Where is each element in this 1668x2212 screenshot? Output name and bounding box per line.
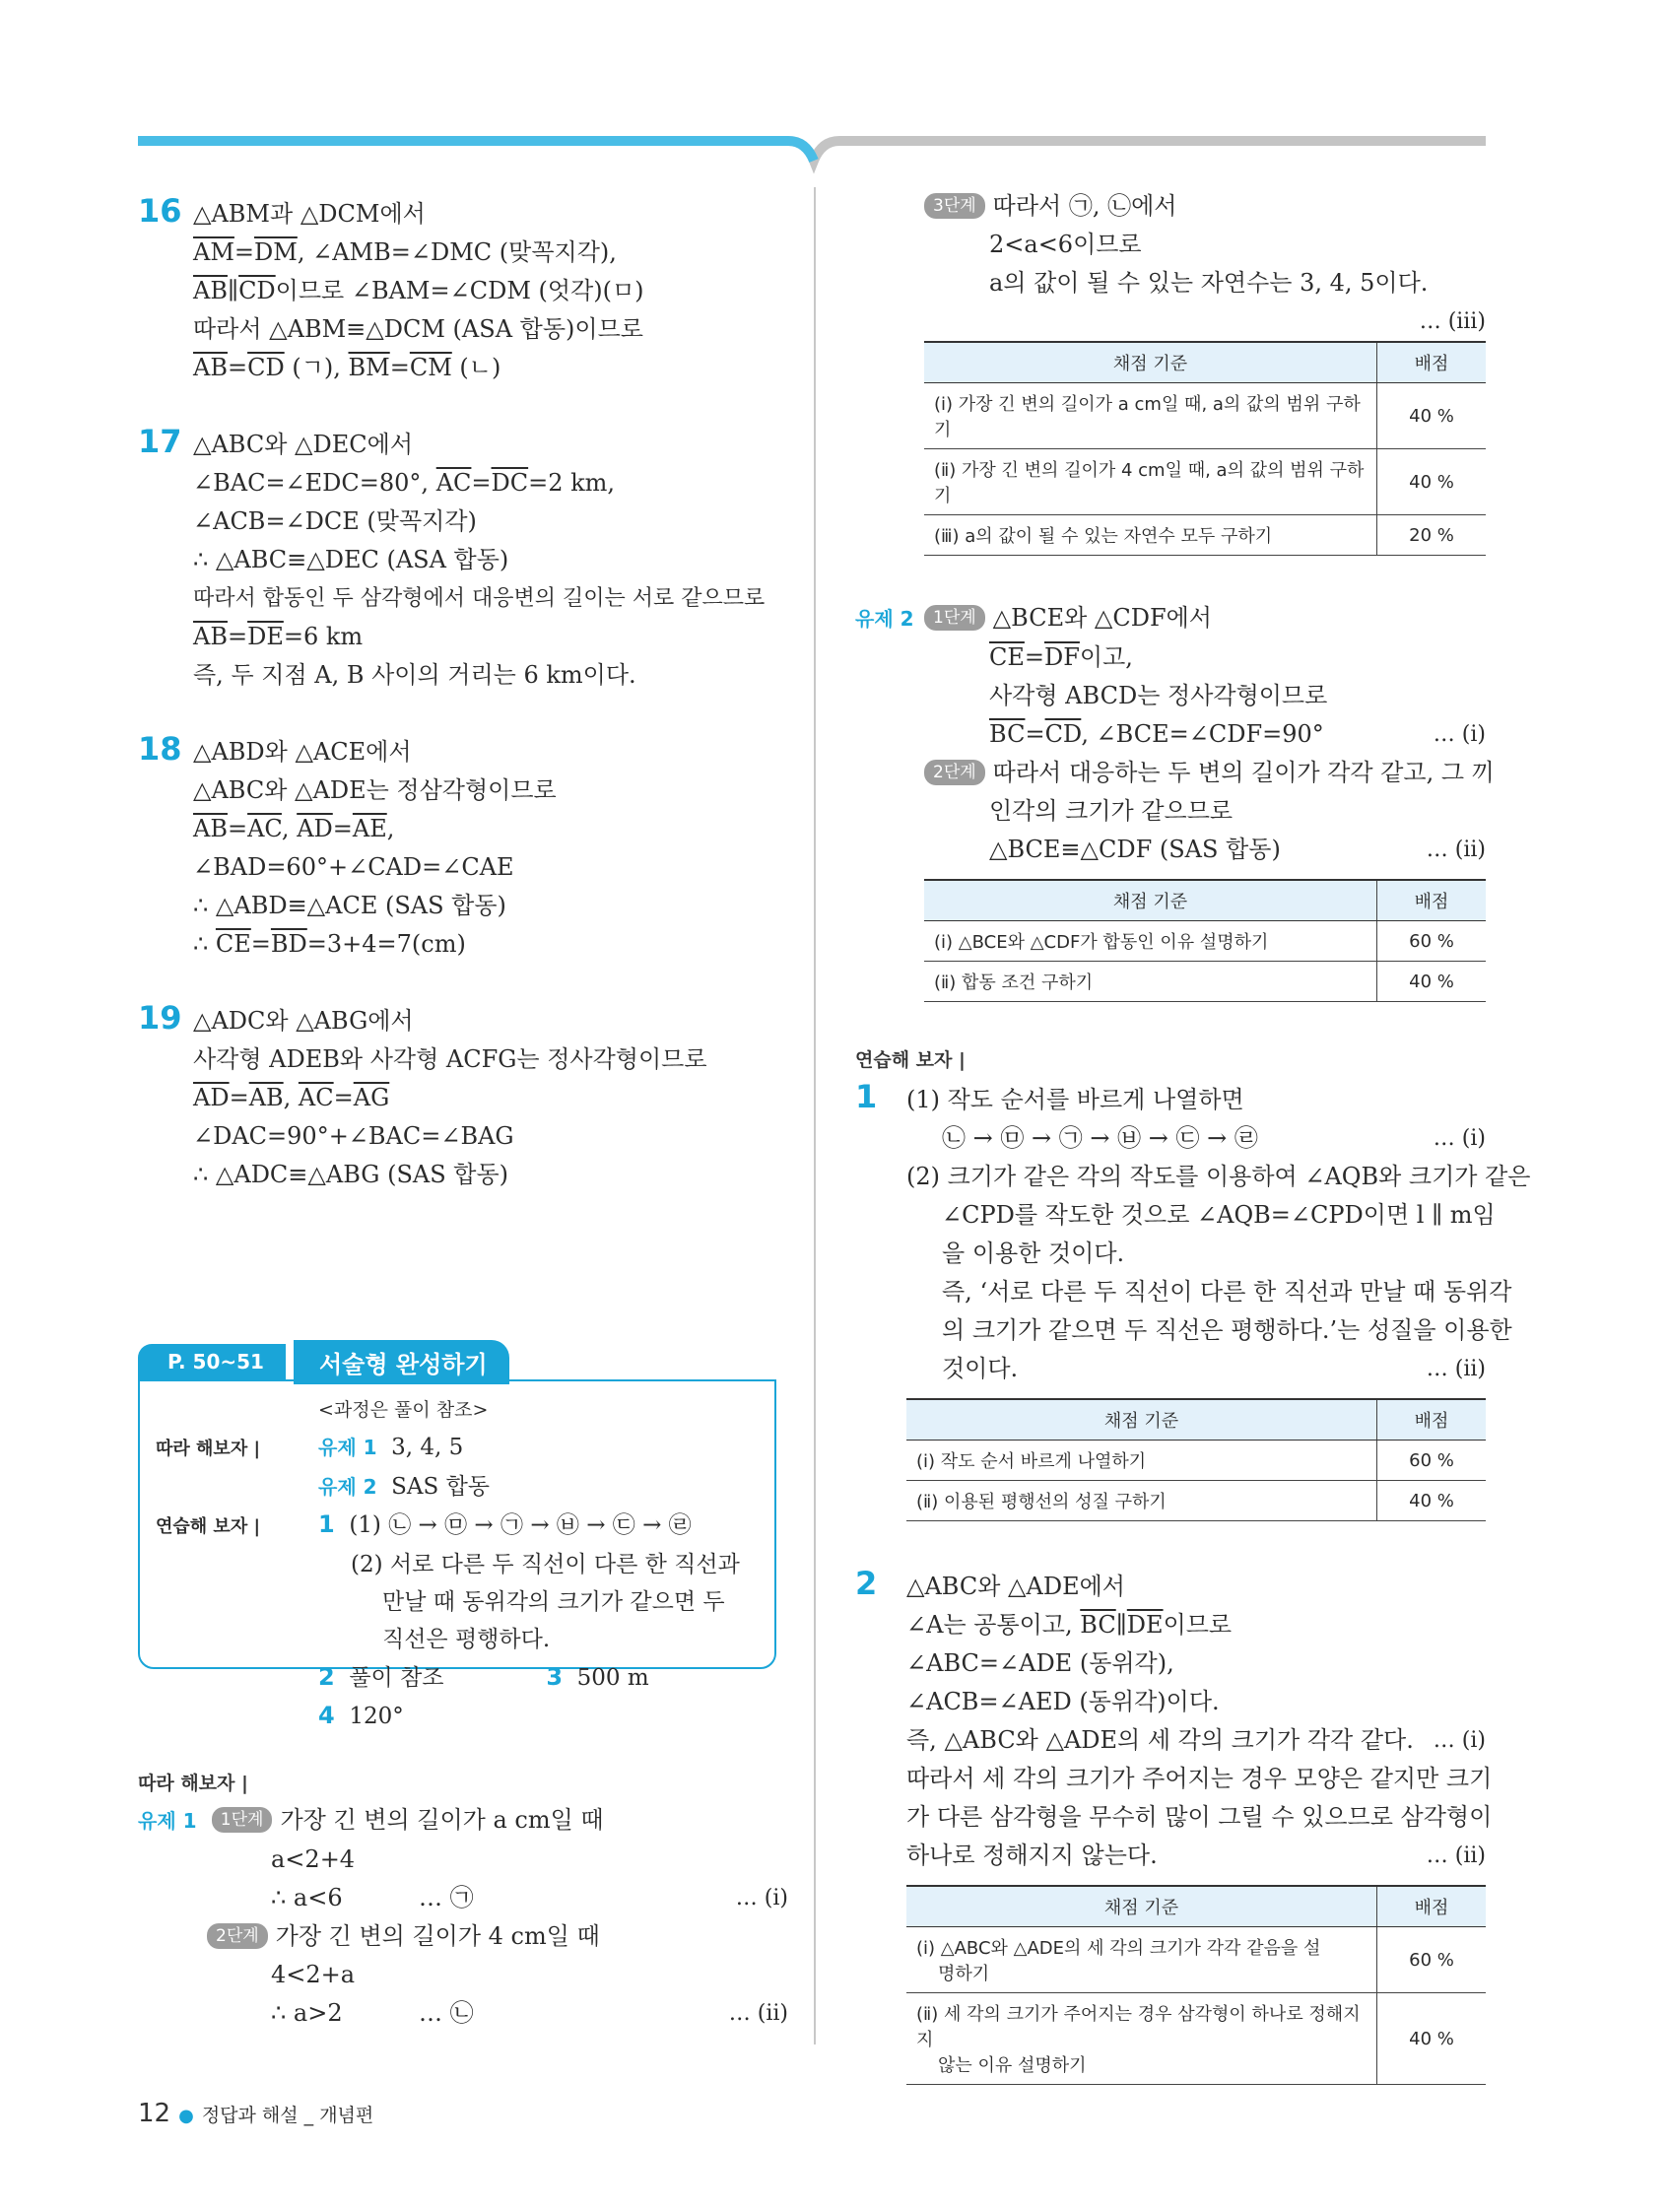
text-line: 2<a<6이므로 (989, 231, 1142, 258)
scoring-table-4: 채점 기준 배점 (ⅰ) △ABC와 △ADE의 세 각의 크기가 각각 같음을 설 명하기 60 % (ⅱ) 세 각의 크기가 주어지는 경우 삼각형이 하나로 정해지지 않는 이유 설명하기 40 % (906, 1885, 1486, 2085)
text-line: ∴ $\overline{CE}=\overline{BD}=3+4=7(cm)$ (193, 930, 466, 958)
right-column (855, 187, 1531, 2128)
text-line: 따라서 세 각의 크기가 주어지는 경우 모양은 같지만 크기 (906, 1765, 1493, 1792)
text-line: 가 다른 삼각형을 무수히 많이 그릴 수 있으므로 삼각형이 (906, 1803, 1493, 1831)
footer-text: 정답과 해설 _ 개념편 (201, 2105, 374, 2126)
text-line: $\overline{AB}\parallel\overline{CD}$이므로 ∠BAM=∠CDM (엇각)(ㅁ) (193, 277, 644, 304)
scoring-table-3: 채점 기준 배점 (ⅰ) 작도 순서 바르게 나열하기 60 % (ⅱ) 이용된 평행선의 성질 구하기 40 % (906, 1398, 1486, 1521)
text-line: (2) 크기가 같은 각의 작도를 이용하여 ∠AQB와 크기가 같은 (906, 1163, 1531, 1190)
text-line: △ABC와 △ADE는 정삼각형이므로 (193, 776, 557, 804)
text-line: 즉, ‘서로 다른 두 직선이 다른 한 직선과 만날 때 동위각 (942, 1278, 1512, 1306)
problem-number: 18 (138, 730, 182, 768)
text-line: ∠ABC=∠ADE (동위각), (906, 1649, 1174, 1677)
scoring-table-1: 채점 기준 배점 (ⅰ) 가장 긴 변의 길이가 a cm일 때, a의 값의 범위 구하기 40 % (ⅱ) 가장 긴 변의 길이가 4 cm일 때, a의 값의 범위 구하기 40 % (ⅲ) a의 값이 될 수 있는 자연수 모두 구하기 20 % (924, 341, 1486, 556)
page-range-label: P. 50~51 (138, 1344, 286, 1379)
problem-number: 2 (855, 1565, 878, 1602)
note: <과정은 풀이 참조> (318, 1399, 489, 1421)
text-line: $\overline{AM}=\overline{DM}$, ∠AMB=∠DMC (맞꼭지각), (193, 238, 617, 266)
text-line: $\overline{AB}=\overline{CD}$ (ㄱ), $\overline{BM}=\overline{CM}$ (ㄴ) (193, 354, 501, 381)
text-line: $\overline{BC}=\overline{CD}$, ∠BCE=∠CDF=90° … (ⅰ) (989, 720, 1486, 748)
answer-line: 만날 때 동위각의 크기가 같으면 두 (382, 1589, 725, 1615)
text-line: ∠ACB=∠DCE (맞꼭지각) (193, 507, 477, 535)
problem-number: 16 (138, 192, 182, 230)
problem-18 (138, 730, 788, 964)
left-column (138, 192, 788, 1230)
header-decoration (0, 0, 1668, 197)
problem-number: 19 (138, 999, 182, 1037)
text-line: ∠DAC=90°+∠BAC=∠BAG (193, 1122, 514, 1150)
follow-section (138, 1769, 788, 2033)
text-line: ∴ △ABD≡△ACE (SAS 합동) (193, 892, 506, 919)
bullet-icon: ● (178, 2106, 194, 2126)
stage-badge: 3단계 (924, 193, 985, 219)
problem-17 (138, 423, 788, 695)
follow-row: 따라 해보자 | 유제 1 3, 4, 5 (156, 1435, 464, 1460)
text-line: (1) 작도 순서를 바르게 나열하면 (906, 1086, 1244, 1113)
text-line: 따라서 ㉠, ㉡에서 (992, 192, 1177, 220)
text-line: $\overline{AB}=\overline{DE}=6$ km (193, 623, 364, 650)
stage3 (855, 187, 1486, 334)
stage-badge: 1단계 (212, 1807, 273, 1833)
answer-summary-box (138, 1338, 776, 1729)
text-line: 인각의 크기가 같으므로 (989, 797, 1234, 825)
page-footer (138, 2099, 373, 2128)
text-line: $\overline{AD}=\overline{AB}$, $\overline{AC}=\overline{AG}$ (193, 1084, 390, 1111)
text-line: 사각형 ADEB와 사각형 ACFG는 정사각형이므로 (193, 1045, 707, 1073)
box-body (138, 1379, 776, 1729)
problem-number: 1 (855, 1078, 878, 1115)
text-line: ∠BAC=∠EDC=80°, $\overline{AC}=\overline{DC}=2$ km, (193, 469, 616, 497)
text-line: △ABM과 △DCM에서 (193, 200, 426, 228)
text-line: ∠CPD를 작도한 것으로 ∠AQB=∠CPD이면 l ∥ m임 (942, 1201, 1496, 1229)
text-line: ∠BAD=60°+∠CAD=∠CAE (193, 853, 514, 881)
text-line: 하나로 정해지지 않는다. … (ⅱ) (906, 1842, 1486, 1869)
text-line: $\overline{CE}=\overline{DF}$이고, (989, 643, 1133, 671)
text-line: $\overline{AB}=\overline{AC}$, $\overline{AD}=\overline{AE}$, (193, 815, 395, 842)
text-line: 즉, △ABC와 △ADE의 세 각의 크기가 각각 같다. … (ⅰ) (906, 1726, 1486, 1754)
text-line: △BCE≡△CDF (SAS 합동) … (ⅱ) (989, 836, 1486, 863)
stage-badge: 2단계 (924, 760, 985, 785)
text-line: 즉, 두 지점 A, B 사이의 거리는 6 km이다. (193, 661, 636, 689)
text-line: 것이다. … (ⅱ) (942, 1355, 1486, 1382)
section-title: 연습해 보자 | (855, 1049, 966, 1071)
practice-section (855, 1045, 1531, 1388)
example-2: 유제 2 1단계 △BCE와 △CDF에서 $\overline{CE}=\overline{DF}$이고, 사각형 ABCD는 정사각형이므로 $\overline{BC}=\overline{CD}$, ∠BCE=∠CDF=90° … (ⅰ) 2단계 따라서 대응하는 두 변의 길이가 각각 같고, 그 끼 인각의 크기가 같으므로 △BCE≡△CDF (SAS 합동) … (ⅱ) (855, 599, 1486, 869)
text-line: ∴ △ABC≡△DEC (ASA 합동) (193, 546, 509, 573)
text-line: 사각형 ABCD는 정사각형이므로 (989, 682, 1328, 709)
scoring-table-2: 채점 기준 배점 (ⅰ) △BCE와 △CDF가 합동인 이유 설명하기 60 % (ⅱ) 합동 조건 구하기 40 % (924, 879, 1486, 1002)
text-line: 4<2+a (271, 1961, 356, 1988)
stage-badge: 1단계 (924, 605, 985, 631)
ex2-row: 유제 2 SAS 합동 (318, 1474, 491, 1500)
section-title: 따라 해보자 | (138, 1773, 248, 1794)
page-number: 12 (138, 2099, 171, 2128)
answer-line: 2 풀이 참조 3 500 m (318, 1663, 649, 1691)
text-line: △ABC와 △ADE에서 (906, 1573, 1125, 1600)
text-line: a<2+4 (271, 1845, 356, 1873)
box-title: 서술형 완성하기 (294, 1340, 509, 1384)
text-line: 2단계 가장 긴 변의 길이가 4 cm일 때 (138, 1917, 788, 1956)
text-line: 을 이용한 것이다. (942, 1240, 1125, 1267)
text-line: ∠ACB=∠AED (동위각)이다. (906, 1688, 1220, 1715)
problem-16 (138, 192, 788, 387)
box-header (138, 1338, 776, 1379)
problem-19 (138, 999, 788, 1194)
text-line: △ABC와 △DEC에서 (193, 431, 413, 458)
column-divider (814, 187, 816, 2044)
text-line: 따라서 합동인 두 삼각형에서 대응변의 길이는 서로 같으므로 (193, 586, 766, 611)
text-line: 따라서 △ABM≡△DCM (ASA 합동)이므로 (193, 315, 643, 343)
text-line: ∴ △ADC≡△ABG (SAS 합동) (193, 1161, 509, 1188)
problem-number: 17 (138, 423, 182, 460)
stage-badge: 2단계 (207, 1923, 268, 1949)
answer-line: (2) 서로 다른 두 직선이 다른 한 직선과 (351, 1552, 740, 1577)
practice-problem-2 (855, 1565, 1493, 1875)
text-line: 유제 1 1단계 가장 긴 변의 길이가 a cm일 때 (138, 1806, 604, 1834)
text-line: ㉡ → ㉤ → ㉠ → ㉥ → ㉢ → ㉣ … (ⅰ) (942, 1124, 1486, 1152)
text-line: 2단계 따라서 대응하는 두 변의 길이가 각각 같고, 그 끼 (855, 754, 1486, 792)
text-line: ∴ a>2 … ㉡ … (ⅱ) (271, 1999, 788, 2027)
text-line: ∴ a<6 … ㉠ … (ⅰ) (271, 1884, 788, 1911)
text-line: a의 값이 될 수 있는 자연수는 3, 4, 5이다. … (ⅲ) (989, 269, 1486, 334)
text-line: △ADC와 △ABG에서 (193, 1007, 414, 1035)
text-line: 의 크기가 같으면 두 직선은 평행하다.’는 성질을 이용한 (942, 1316, 1512, 1344)
answer-line: 4 120° (318, 1702, 404, 1729)
practice-row: 연습해 보자 | 1 (1) ㉡ → ㉤ → ㉠ → ㉥ → ㉢ → ㉣ (156, 1510, 692, 1538)
text-line: △ABD와 △ACE에서 (193, 738, 412, 766)
answer-line: 직선은 평행하다. (382, 1627, 551, 1652)
text-line: ∠A는 공통이고, $\overline{BC}\parallel\overline{DE}$이므로 (906, 1611, 1233, 1639)
